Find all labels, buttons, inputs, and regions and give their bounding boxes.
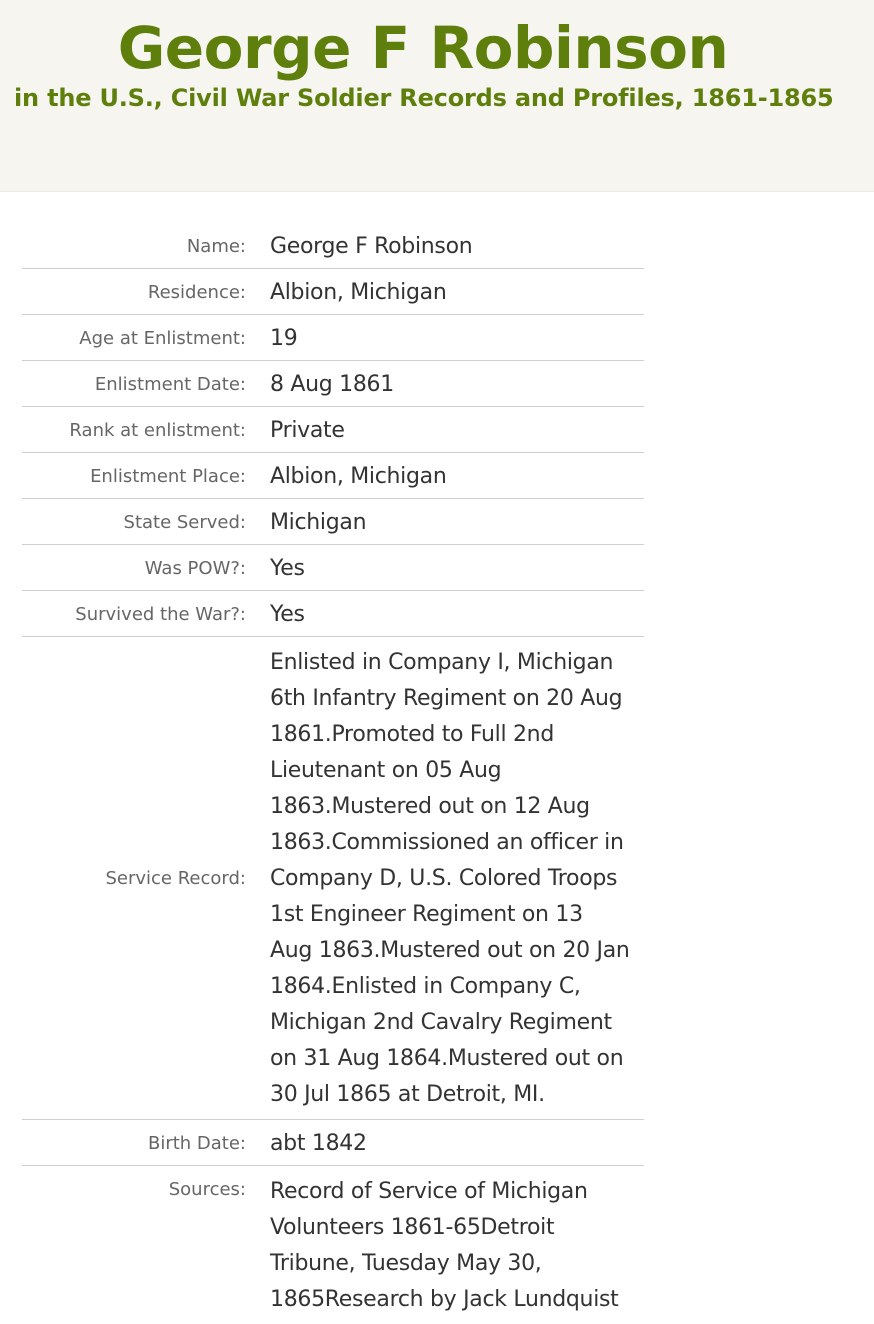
page-title: George F Robinson [117,14,729,82]
collection-subtitle: in the U.S., Civil War Soldier Records and Profiles, 1861-1865 [14,84,834,112]
record-row-enlistment-place [22,453,644,499]
record-label: Enlistment Place: [90,466,246,487]
record-value: George F Robinson [270,234,473,259]
record-label: Name: [186,236,246,257]
record-value: Michigan [270,510,367,535]
record-value: Yes [270,556,305,581]
record-value: Record of Service of Michigan Volunteers 1861-65Detroit Tribune, Tuesday May 30, 1865Research by Jack Lundquist [270,1179,619,1312]
record-value: 8 Aug 1861 [270,372,394,397]
record-label: Was POW?: [144,558,246,579]
record-table [22,223,644,1324]
record-row-birth-date [22,1120,644,1166]
record-value: Enlisted in Company I, Michigan 6th Infantry Regiment on 20 Aug 1861.Promoted to Full 2nd Lieutenant on 05 Aug 1863.Mustered out on 12 Aug 1863.Commissioned an officer in Company D, U.S. Colored Troops 1st Engineer Regiment on 13 Aug 1863.Mustered out on 20 Jan 1864.Enlisted in Company C, Michigan 2nd Cavalry Regiment on 31 Aug 1864.Mustered out on 30 Jul 1865 at Detroit, MI. [270,650,630,1107]
record-label: Birth Date: [147,1133,246,1154]
record-row-age-at-enlistment [22,315,644,361]
record-label: Service Record: [105,868,246,889]
record-label: State Served: [123,512,246,533]
record-row-state-served [22,499,644,545]
record-label: Age at Enlistment: [79,328,246,349]
record-label: Residence: [147,282,246,303]
record-label: Enlistment Date: [94,374,246,395]
record-row-name [22,223,644,269]
record-value: 19 [270,326,298,351]
record-value: Albion, Michigan [270,464,447,489]
record-label: Rank at enlistment: [69,420,246,441]
record-row-rank [22,407,644,453]
record-label: Sources: [168,1179,246,1200]
record-value: Yes [270,602,305,627]
record-value: abt 1842 [270,1131,367,1156]
record-value: Albion, Michigan [270,280,447,305]
record-row-sources [22,1166,644,1324]
record-value: Private [270,418,345,443]
page-header [0,0,874,192]
record-row-residence [22,269,644,315]
record-row-service-record [22,637,644,1120]
record-label: Survived the War?: [75,604,246,625]
record-row-enlistment-date [22,361,644,407]
record-row-was-pow [22,545,644,591]
record-row-survived-war [22,591,644,637]
